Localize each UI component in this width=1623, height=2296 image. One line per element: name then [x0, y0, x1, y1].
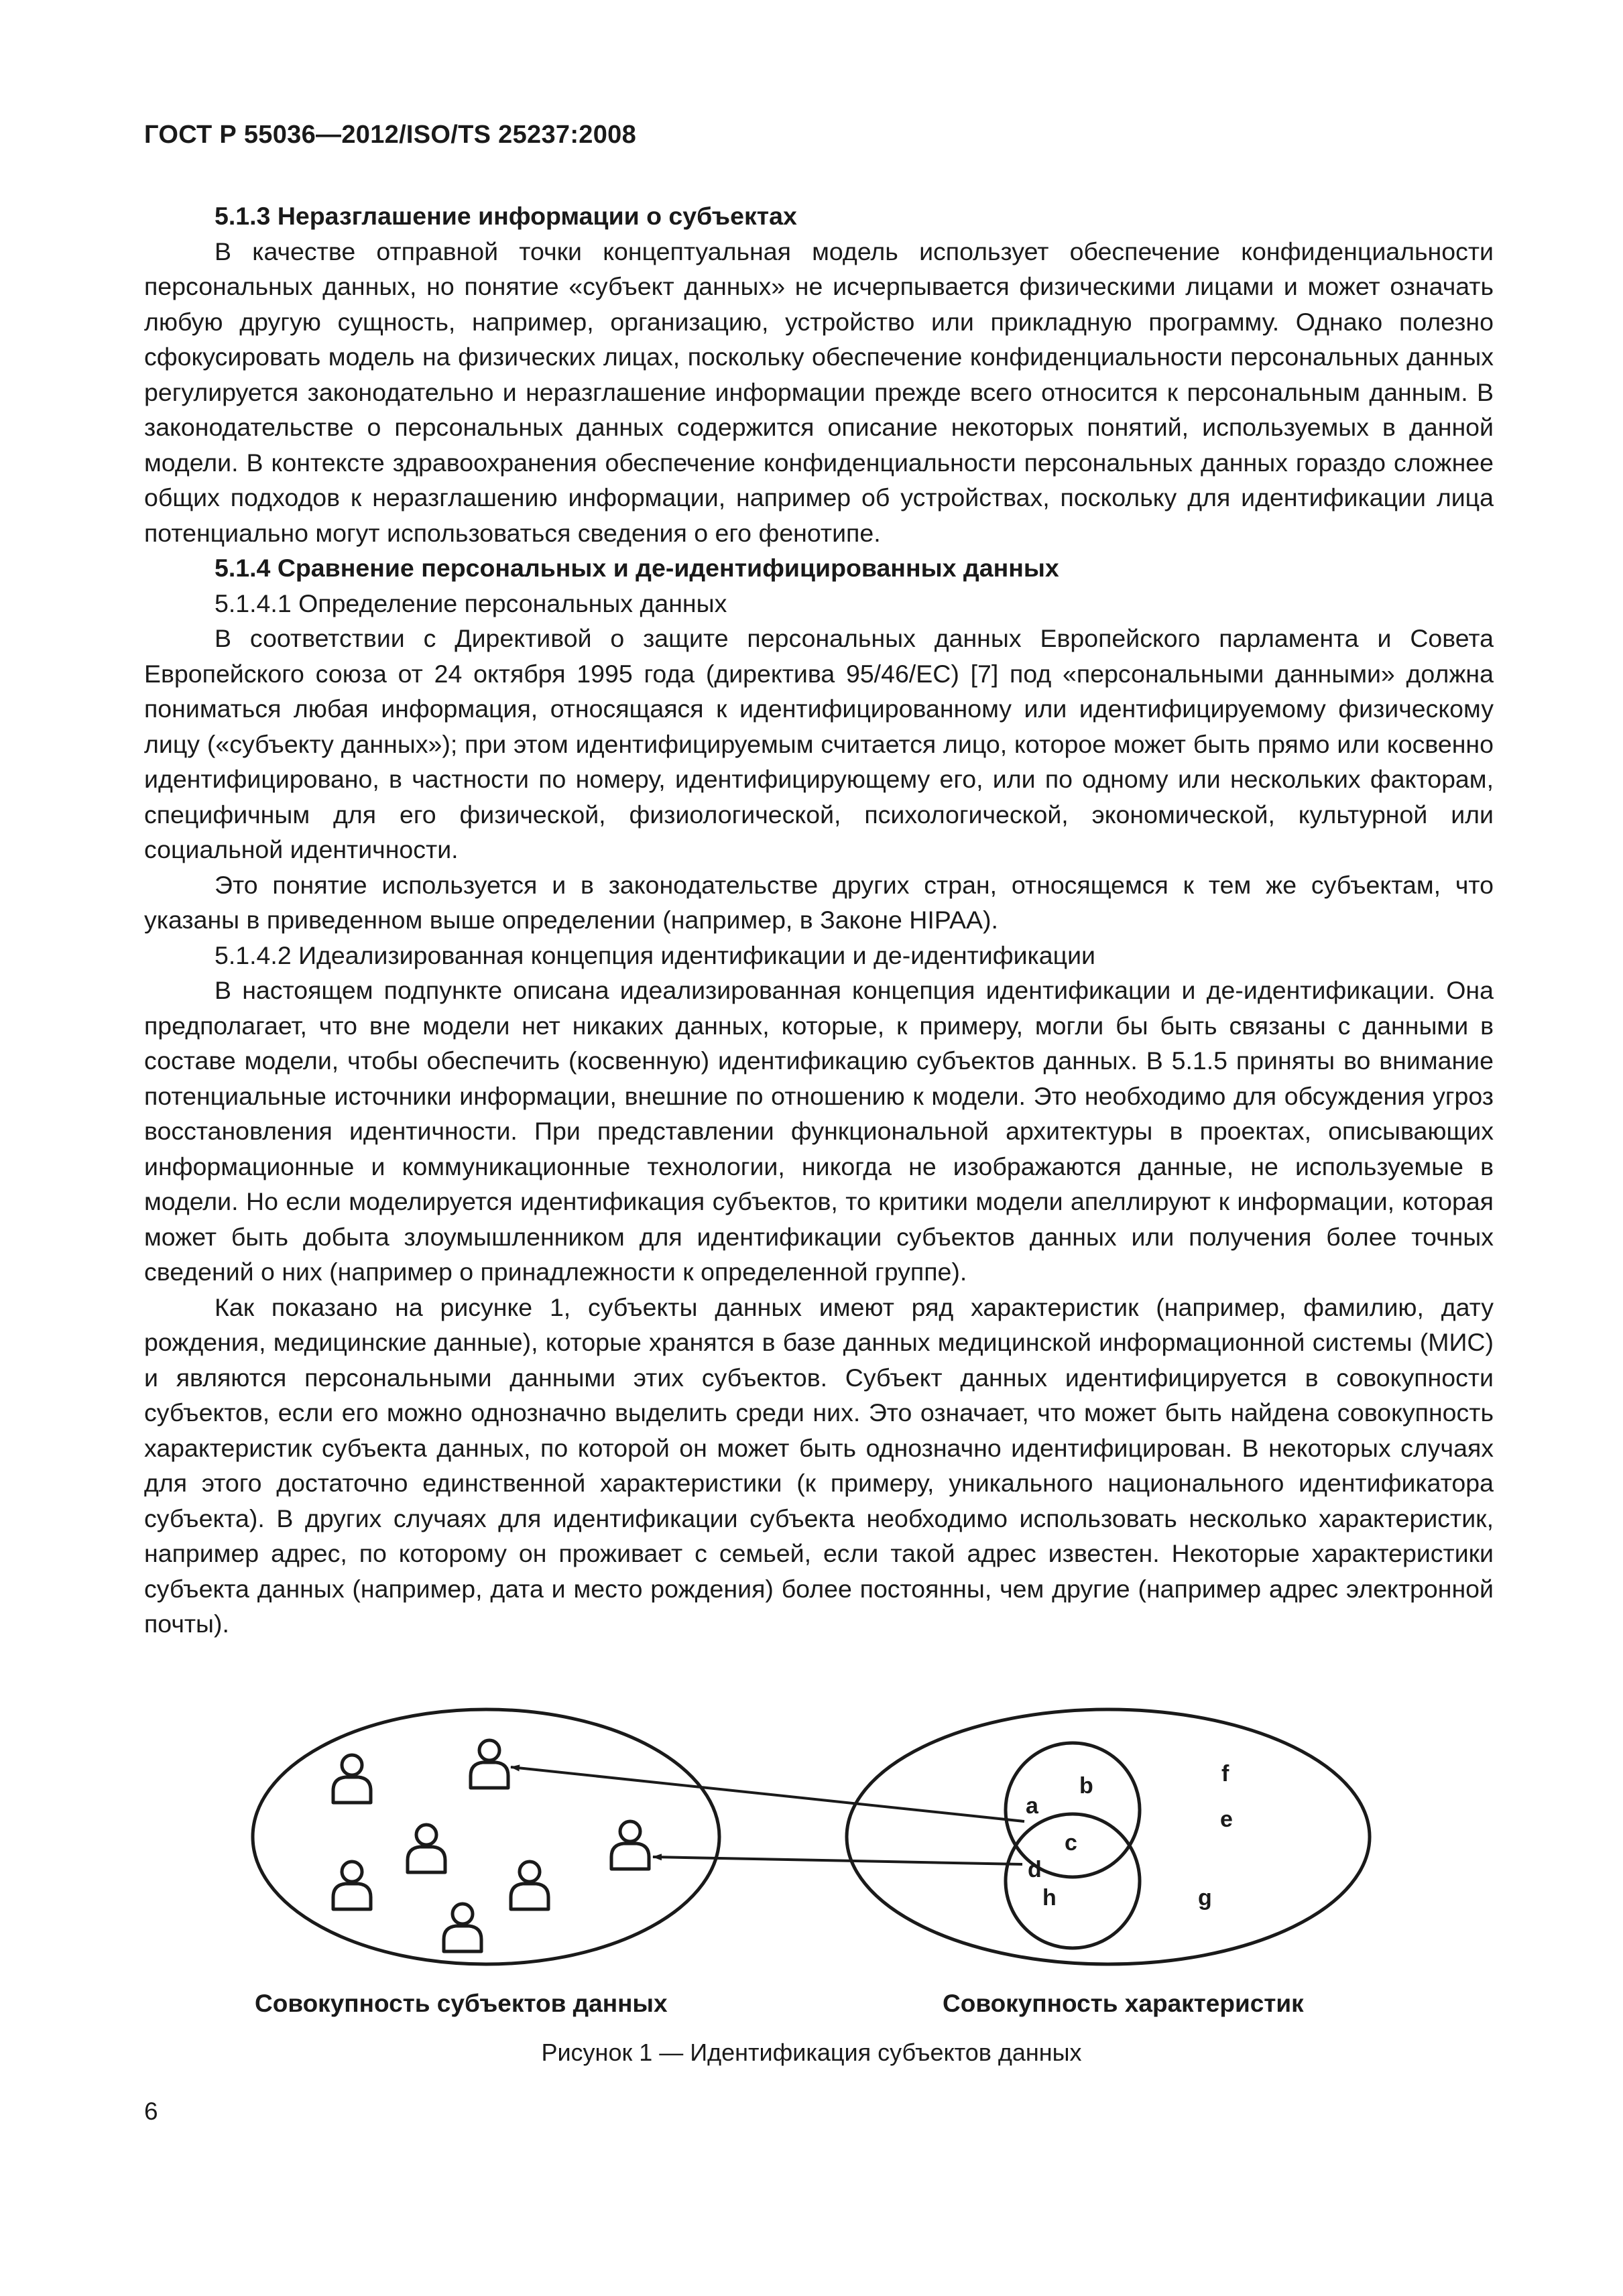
- subjects-set-ellipse: [253, 1709, 719, 1964]
- person-icon: [444, 1904, 481, 1951]
- characteristic-label-e: e: [1220, 1807, 1233, 1832]
- characteristic-label-f: f: [1221, 1761, 1229, 1787]
- person-icon: [333, 1755, 371, 1803]
- subsection-heading-5-1-4-1: 5.1.4.1 Определение персональных данных: [215, 589, 727, 617]
- figure-caption: Рисунок 1 — Идентификация субъектов данных: [541, 2039, 1082, 2066]
- person-icon: [511, 1862, 548, 1909]
- characteristic-label-g: g: [1198, 1885, 1212, 1911]
- characteristics-set-caption: Совокупность характеристик: [943, 1990, 1304, 2017]
- characteristic-label-d: d: [1028, 1857, 1042, 1882]
- characteristic-label-h: h: [1042, 1885, 1057, 1911]
- identification-diagram: [201, 1699, 1408, 1981]
- characteristic-label-b: b: [1079, 1773, 1093, 1799]
- person-icon: [611, 1821, 649, 1869]
- main-content: [144, 198, 1494, 1642]
- page-number: 6: [144, 2098, 158, 2125]
- characteristic-label-c: c: [1065, 1830, 1077, 1856]
- paragraph: В настоящем подпункте описана идеализированная концепция идентификации и де-идентификации. Она предполагает, что вне модели нет никаких данных, которые, к примеру, могли бы быть связаны с данными в составе модели, чтобы обеспечить (косвенную) идентификацию субъектов данных. В 5.1.5 приняты во внимание потенциальные источники информации, внешние по отношению к модели. Это необходимо для обсуждения угроз восстановления идентичности. При представлении функциональной архитектуры в проектах, описывающих информационные и коммуникационные технологии, никогда не изображаются данные, не используемые в модели. Но если моделируется идентификация субъектов, то критики модели апеллируют к информации, которая может быть добыта злоумышленником для идентификации субъектов данных или получения более точных сведений о них (например о принадлежности к определенной группе).: [144, 976, 1494, 1286]
- characteristic-label-a: a: [1026, 1793, 1038, 1819]
- identification-arrow: [511, 1767, 1024, 1821]
- subsection-heading-5-1-4-2: 5.1.4.2 Идеализированная концепция идентификации и де-идентификации: [215, 941, 1096, 969]
- figure-1: [201, 1699, 1408, 2061]
- paragraph: Это понятие используется и в законодательстве других стран, относящемся к тем же субъектам, что указаны в приведенном выше определении (например, в Законе HIPAA).: [144, 870, 1494, 934]
- section-heading-5-1-4: 5.1.4 Сравнение персональных и де-идентифицированных данных: [215, 554, 1059, 582]
- paragraph: Как показано на рисунке 1, субъекты данных имеют ряд характеристик (например, фамилию, дату рождения, медицинские данные), которые хранятся в базе данных медицинской информационной системы (МИС) и являются персональными данными этих субъектов. Субъект данных идентифицируется в совокупности субъектов, если его можно однозначно выделить среди них. Это означает, что может быть найдена совокупность характеристик субъекта данных, по которой он может быть однозначно идентифицирован. В некоторых случаях для этого достаточно единственной характеристики (к примеру, уникального национального идентификатора субъекта). В других случаях для идентификации субъекта необходимо использовать несколько характеристик, например адрес, по которому он проживает с семьей, если такой адрес известен. Некоторые характеристики субъекта данных (например, дата и место рождения) более постоянны, чем другие (например адрес электронной почты).: [144, 1292, 1494, 1638]
- document-header: ГОСТ Р 55036—2012/ISO/TS 25237:2008: [144, 121, 637, 149]
- section-heading-5-1-3: 5.1.3 Неразглашение информации о субъектах: [215, 202, 797, 230]
- person-icon: [333, 1862, 371, 1909]
- identification-arrow: [653, 1857, 1022, 1864]
- paragraph: В качестве отправной точки концептуальная модель использует обеспечение конфиденциальности персональных данных, но понятие «субъект данных» не исчерпывается физическими лицами и может означать любую другую сущность, например, организацию, устройство или прикладную программу. Однако полезно сфокусировать модель на физических лицах, поскольку обеспечение конфиденциальности персональных данных регулируется законодательно и неразглашение информации прежде всего относится к персональным данным. В законодательстве о персональных данных содержится описание некоторых понятий, используемых в данной модели. В контексте здравоохранения обеспечение конфиденциальности персональных данных гораздо сложнее общих подходов к неразглашению информации, например об устройствах, поскольку для идентификации лица потенциально могут использоваться сведения о его фенотипе.: [144, 237, 1494, 547]
- person-icon: [408, 1825, 445, 1872]
- paragraph: В соответствии с Директивой о защите персональных данных Европейского парламента и Совета Европейского союза от 24 октября 1995 года (директива 95/46/ЕС) [7] под «персональными данными» должна пониматься любая информация, относящаяся к идентифицированному или идентифицируемому физическому лицу («субъекту данных»); при этом идентифицируемым считается лицо, которое может быть прямо или косвенно идентифицировано, в частности по номеру, идентифицирующему его, или по одному или нескольких факторам, специфичным для его физической, физиологической, психологической, экономической, культурной или социальной идентичности.: [144, 624, 1494, 863]
- subjects-set-caption: Совокупность субъектов данных: [255, 1990, 668, 2017]
- person-icon: [471, 1740, 508, 1788]
- characteristics-set-ellipse: [847, 1709, 1370, 1964]
